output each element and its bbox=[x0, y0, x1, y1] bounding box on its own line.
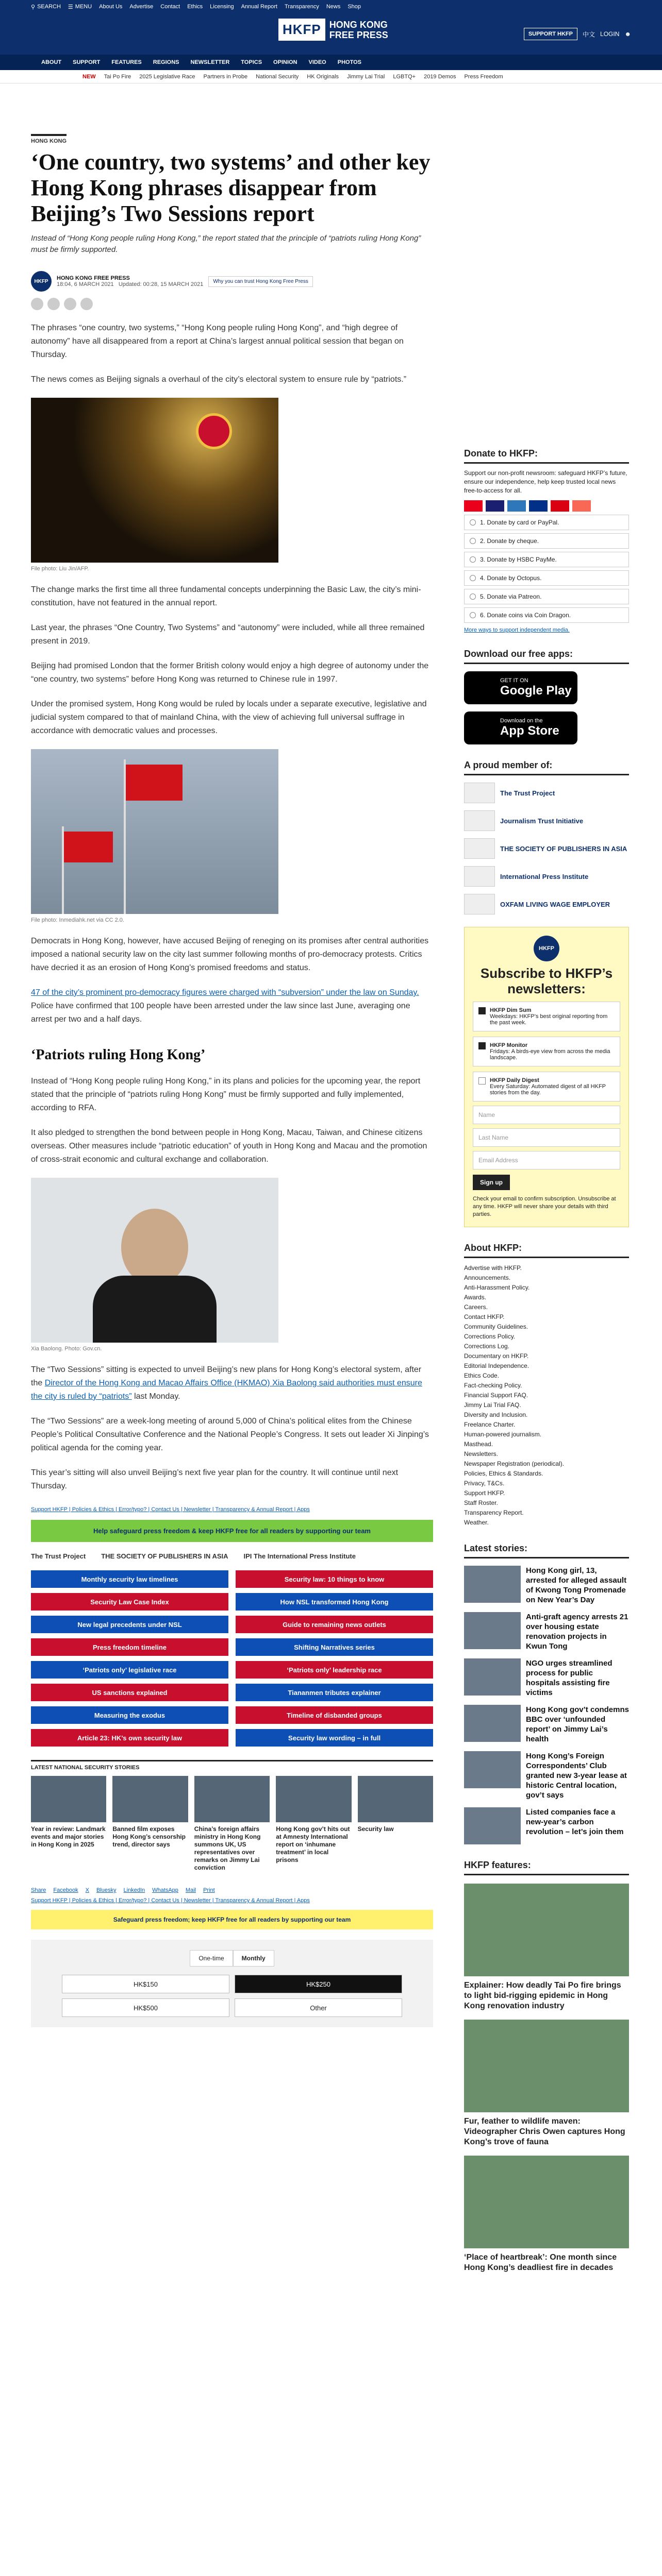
story-title[interactable]: Hong Kong gov’t condemns BBC over ‘unfounded report’ on Jimmy Lai’s health bbox=[526, 1705, 629, 1743]
about-link[interactable]: Corrections Policy. bbox=[464, 1333, 516, 1340]
footer-links[interactable]: Support HKFP | Policies & Ethics | Error/typo? | Contact Us | Newsletter | Transparency & Annual Report | Apps bbox=[31, 1506, 310, 1513]
logo-text: HONG KONG FREE PRESS bbox=[329, 19, 388, 40]
about-link[interactable]: Support HKFP. bbox=[464, 1489, 505, 1497]
tab-one-time[interactable]: One-time bbox=[190, 1950, 233, 1967]
story-title[interactable]: Security law bbox=[357, 1825, 394, 1833]
story-thumbnail[interactable] bbox=[464, 1807, 521, 1844]
share-linkedin[interactable]: LinkedIn bbox=[123, 1887, 145, 1893]
topbar-link[interactable]: Shop bbox=[347, 4, 361, 10]
latest-story[interactable] bbox=[464, 1658, 629, 1698]
story-title[interactable]: Hong Kong’s Foreign Correspondents’ Club granted new 3-year lease at historic Central location, gov’t says bbox=[526, 1752, 627, 1800]
menu-link[interactable]: ☰ MENU bbox=[68, 4, 92, 10]
member-logo[interactable]: OXFAM LIVING WAGE EMPLOYER bbox=[464, 894, 629, 914]
share-facebook[interactable]: Facebook bbox=[53, 1887, 78, 1893]
app-store-button[interactable]: Download on the App Store bbox=[464, 711, 577, 744]
story-title[interactable]: Hong Kong girl, 13, arrested for alleged assault of Kwong Tong Promenade on New Year’s Day bbox=[526, 1566, 627, 1604]
story-title[interactable]: Anti-graft agency arrests 21 over housing estate renovation projects in Kwun Tong bbox=[526, 1613, 628, 1651]
paragraph: Last year, the phrases “One Country, Two Systems” and “autonomy” were included, while all three remained present in 2019. bbox=[31, 623, 425, 646]
article bbox=[31, 134, 433, 2027]
newsletter-option[interactable]: HKFP Monitor Fridays: A birds-eye view from across the media landscape. bbox=[473, 1037, 620, 1066]
member-logo[interactable]: International Press Institute bbox=[464, 866, 629, 887]
latest-story[interactable] bbox=[464, 1612, 629, 1651]
share-x[interactable]: X bbox=[85, 1887, 90, 1893]
latest-story[interactable] bbox=[464, 1751, 629, 1800]
explainer-button[interactable]: Security law: 10 things to know bbox=[236, 1570, 433, 1588]
feature-thumbnail[interactable] bbox=[464, 1884, 629, 1976]
explainer-button[interactable]: New legal precedents under NSL bbox=[31, 1616, 228, 1633]
newsletter-option[interactable]: HKFP Dim Sum Weekdays: HKFP’s best original reporting from the past week. bbox=[473, 1002, 620, 1031]
about-link[interactable]: Diversity and Inclusion. bbox=[464, 1411, 528, 1418]
trending-link[interactable]: HK Originals bbox=[307, 73, 339, 80]
explainer-button[interactable]: Article 23: HK’s own security law bbox=[31, 1729, 228, 1747]
story-title[interactable]: Year in review: Landmark events and major stories in Hong Kong in 2025 bbox=[31, 1825, 106, 1848]
partner-logo[interactable]: THE SOCIETY OF PUBLISHERS IN ASIA bbox=[101, 1552, 228, 1560]
amount-options bbox=[62, 1975, 402, 2017]
feature-title[interactable]: Explainer: How deadly Tai Po fire brings to light bid-rigging epidemic in Hong Kong renovation industry bbox=[464, 1981, 621, 2010]
mail-icon[interactable] bbox=[80, 298, 93, 310]
explainer-button[interactable]: Guide to remaining news outlets bbox=[236, 1616, 433, 1633]
inline-link[interactable]: 47 of the city’s prominent pro-democracy figures were charged with “subversion” under the law on Sunday. bbox=[31, 988, 419, 997]
photo-caption: File photo: Inmediahk.net via CC 2.0. bbox=[31, 917, 124, 923]
topbar-link[interactable]: Ethics bbox=[187, 4, 203, 10]
about-link[interactable]: Jimmy Lai Trial FAQ. bbox=[464, 1401, 521, 1409]
explainer-button[interactable]: Measuring the exodus bbox=[31, 1706, 228, 1724]
about-link[interactable]: Careers. bbox=[464, 1303, 488, 1311]
explainer-button[interactable]: Monthly security law timelines bbox=[31, 1570, 228, 1588]
explainer-button[interactable]: ‘Patriots only’ legislative race bbox=[31, 1661, 228, 1679]
about-link[interactable]: Privacy, T&Cs. bbox=[464, 1480, 505, 1487]
photo-great-hall bbox=[31, 398, 278, 563]
feature-story[interactable] bbox=[464, 2020, 629, 2147]
support-banner-yellow[interactable]: Safeguard press freedom; keep HKFP free for all readers by supporting our team bbox=[31, 1910, 433, 1929]
about-link[interactable]: Contact HKFP. bbox=[464, 1313, 505, 1320]
payme-icon bbox=[551, 500, 569, 512]
nav-item[interactable]: PHOTOS bbox=[337, 59, 361, 65]
author-avatar: HKFP bbox=[31, 271, 52, 292]
about-link[interactable]: Transparency Report. bbox=[464, 1509, 524, 1516]
checkbox[interactable] bbox=[478, 1077, 486, 1084]
photo-caption: Xia Baolong. Photo: Gov.cn. bbox=[31, 1346, 102, 1352]
latest-stories bbox=[464, 1566, 629, 1844]
paragraph: It also pledged to strengthen the bond between people in Hong Kong, Macau, Taiwan, and Chinese citizens overseas. Other measures include “patriotic education” of youth in Hong Kong and Macau and the promotion of cross-strait economic and cultural exchange and collaboration. bbox=[31, 1128, 427, 1164]
paragraph: This year’s sitting will also unveil Beijing’s next five year plan for the country. It will continue until next Thursday. bbox=[31, 1468, 399, 1490]
share-bluesky[interactable]: Bluesky bbox=[96, 1887, 117, 1893]
donate-option[interactable]: 2. Donate by cheque. bbox=[464, 533, 629, 549]
latest-story[interactable] bbox=[464, 1807, 629, 1844]
photo-flags bbox=[31, 749, 278, 914]
newsletter-note: Check your email to confirm subscription. Unsubscribe at any time. HKFP will never share your details with third parties. bbox=[473, 1196, 616, 1217]
google-play-button[interactable]: GET IT ON Google Play bbox=[464, 671, 577, 704]
payment-icons bbox=[464, 500, 629, 512]
about-link[interactable]: Masthead. bbox=[464, 1440, 493, 1448]
explainer-button[interactable]: Security law wording – in full bbox=[236, 1729, 433, 1747]
trending-link[interactable]: 2019 Demos bbox=[424, 73, 456, 80]
story-title[interactable]: China’s foreign affairs ministry in Hong Kong summons UK, US representatives over remarks on Jimmy Lai conviction bbox=[194, 1825, 261, 1871]
topbar-link[interactable]: Annual Report bbox=[241, 4, 277, 10]
hkfp-badge: HKFP bbox=[534, 936, 559, 961]
photo-xia-baolong bbox=[31, 1178, 278, 1343]
more-ways-link[interactable]: More ways to support independent media. bbox=[464, 627, 570, 633]
donate-option[interactable]: 4. Donate by Octopus. bbox=[464, 570, 629, 586]
features-heading: HKFP features: bbox=[464, 1860, 629, 1875]
new-badge: NEW bbox=[82, 73, 96, 80]
explainer-button[interactable]: US sanctions explained bbox=[31, 1684, 228, 1701]
donate-option[interactable]: 3. Donate by HSBC PayMe. bbox=[464, 552, 629, 567]
share-links bbox=[31, 1887, 433, 1893]
mastercard-icon bbox=[464, 500, 483, 512]
about-link[interactable]: Anti-Harassment Policy. bbox=[464, 1284, 530, 1291]
trending-bar bbox=[0, 70, 662, 83]
support-button[interactable]: SUPPORT HKFP bbox=[524, 28, 577, 40]
about-link[interactable]: Freelance Charter. bbox=[464, 1421, 516, 1428]
story-title[interactable]: Hong Kong gov’t hits out at Amnesty International report on ‘inhumane treatment’ in local prisons bbox=[276, 1825, 350, 1863]
topbar-link[interactable]: About Us bbox=[99, 4, 123, 10]
natsec-story[interactable] bbox=[194, 1776, 270, 1872]
paragraph: Instead of “Hong Kong people ruling Hong Kong,” in its plans and policies for the upcoming year, the report stated that the principle of “patriots ruling Hong Kong” must be firmly supported and fully implemented, according to RFA. bbox=[31, 1077, 421, 1112]
nav-item[interactable]: REGIONS bbox=[153, 59, 179, 65]
section-heading: ‘Patriots ruling Hong Kong’ bbox=[31, 1047, 206, 1063]
paragraph: The “Two Sessions” are a week-long meeting of around 5,000 of China’s political elites from the Chinese People’s Political Consultative Conference and the National People’s Congress. It sets out leader Xi Jinping’s political agenda for the coming year. bbox=[31, 1417, 429, 1452]
emblem-icon bbox=[196, 413, 232, 449]
about-links bbox=[464, 1263, 629, 1528]
donate-option[interactable]: 5. Donate via Patreon. bbox=[464, 589, 629, 604]
paragraph: The “Two Sessions” sitting is expected to unveil Beijing’s new plans for Hong Kong’s electoral system, after the Director of the Hong Kong and Macao Affairs Office (HKMAO) Xia Baolong said authorities must ensure the city is ruled by “patriots” last Monday. bbox=[31, 1365, 422, 1401]
feature-title[interactable]: Fur, feather to wildlife maven: Videographer Chris Owen captures Hong Kong’s trove of fauna bbox=[464, 2117, 625, 2146]
hamburger-icon: ☰ bbox=[68, 4, 73, 10]
amount-option[interactable]: HK$500 bbox=[62, 1998, 229, 2017]
story-thumbnail[interactable] bbox=[31, 1776, 106, 1822]
story-thumbnail[interactable] bbox=[464, 1566, 521, 1603]
nav-item[interactable]: NEWSLETTER bbox=[190, 59, 230, 65]
checkbox[interactable] bbox=[478, 1007, 486, 1014]
feature-story[interactable] bbox=[464, 2156, 629, 2273]
member-logo[interactable]: Journalism Trust Initiative bbox=[464, 810, 629, 831]
explainer-button[interactable]: Shifting Narratives series bbox=[236, 1638, 433, 1656]
topbar-link[interactable]: Contact bbox=[160, 4, 180, 10]
paragraph: The change marks the first time all three fundamental concepts underpinning the Basic Law, the city’s mini-constitution, have not featured in the annual report. bbox=[31, 585, 421, 607]
feature-title[interactable]: ‘Place of heartbreak’: One month since Hong Kong’s deadliest fire in decades bbox=[464, 2253, 617, 2272]
updated-date: Updated: 00:28, 15 MARCH 2021 bbox=[118, 281, 204, 287]
feature-story[interactable] bbox=[464, 1884, 629, 2011]
logo-box: HKFP bbox=[278, 19, 325, 41]
explainer-button[interactable]: Security Law Case Index bbox=[31, 1593, 228, 1611]
donate-option[interactable]: 6. Donate coins via Coin Dragon. bbox=[464, 607, 629, 623]
share-label: Share bbox=[31, 1887, 46, 1893]
story-thumbnail[interactable] bbox=[194, 1776, 270, 1822]
natsec-story[interactable] bbox=[31, 1776, 106, 1872]
whatsapp-icon[interactable] bbox=[64, 298, 76, 310]
nav-item[interactable]: OPINION bbox=[273, 59, 297, 65]
byline-text bbox=[57, 275, 203, 287]
checkbox[interactable] bbox=[478, 1042, 486, 1049]
share-icons bbox=[31, 298, 433, 310]
figure bbox=[31, 749, 433, 923]
natsec-stories bbox=[31, 1776, 433, 1872]
amount-option[interactable]: HK$150 bbox=[62, 1975, 229, 1993]
story-thumbnail[interactable] bbox=[276, 1776, 351, 1822]
trending-link[interactable]: 2025 Legislative Race bbox=[139, 73, 195, 80]
article-standfirst: Instead of “Hong Kong people ruling Hong Kong,” the report stated that the principle of “patriots ruling Hong Kong” must be firmly supported. bbox=[31, 234, 421, 254]
about-heading: About HKFP: bbox=[464, 1243, 629, 1258]
natsec-story[interactable] bbox=[112, 1776, 188, 1872]
nav-item[interactable]: TOPICS bbox=[241, 59, 262, 65]
figure bbox=[31, 1178, 433, 1352]
about-link[interactable]: Awards. bbox=[464, 1294, 487, 1301]
sidebar bbox=[464, 448, 629, 2273]
newsletter-box bbox=[464, 927, 629, 1227]
feature-stories bbox=[464, 1884, 629, 2273]
trust-link[interactable]: Why you can trust Hong Kong Free Press bbox=[208, 276, 313, 287]
article-category[interactable]: HONG KONG bbox=[31, 134, 67, 144]
about-link[interactable]: Weather. bbox=[464, 1519, 489, 1526]
about-link[interactable]: Financial Support FAQ. bbox=[464, 1392, 528, 1399]
trending-link[interactable]: National Security bbox=[256, 73, 299, 80]
explainer-buttons bbox=[31, 1570, 433, 1747]
about-link[interactable]: Policies, Ethics & Standards. bbox=[464, 1470, 543, 1477]
paragraph: The news comes as Beijing signals a overhaul of the city’s electoral system to ensure rule by “patriots.” bbox=[31, 375, 407, 384]
masthead bbox=[0, 13, 662, 55]
nav-item[interactable]: VIDEO bbox=[308, 59, 326, 65]
story-title[interactable]: Banned film exposes Hong Kong’s censorship trend, director says bbox=[112, 1825, 186, 1848]
paragraph: Democrats in Hong Kong, however, have accused Beijing of reneging on its promises after central authorities imposed a national security law on the city last summer following months of pro-democracy protests. Critics have decried it as an erosion of Hong Kong’s promised freedoms and status. bbox=[31, 937, 429, 972]
trending-link[interactable]: Press Freedom bbox=[464, 73, 503, 80]
top-utility-bar bbox=[0, 0, 662, 13]
story-thumbnail[interactable] bbox=[464, 1705, 521, 1742]
search-link[interactable]: ⚲ SEARCH bbox=[31, 4, 61, 10]
explainer-button[interactable]: ‘Patriots only’ leadership race bbox=[236, 1661, 433, 1679]
signup-button[interactable]: Sign up bbox=[473, 1175, 510, 1190]
frequency-tabs bbox=[41, 1950, 423, 1967]
donate-widget bbox=[31, 1940, 433, 2027]
nav-item[interactable]: FEATURES bbox=[111, 59, 142, 65]
about-link[interactable]: Newsletters. bbox=[464, 1450, 499, 1458]
latest-story[interactable] bbox=[464, 1566, 629, 1605]
tab-monthly[interactable]: Monthly bbox=[233, 1950, 274, 1967]
explainer-button[interactable]: How NSL transformed Hong Kong bbox=[236, 1593, 433, 1611]
byline bbox=[31, 271, 433, 292]
partner-logos bbox=[31, 1552, 433, 1560]
story-thumbnail[interactable] bbox=[464, 1751, 521, 1788]
login-link[interactable]: LOGIN bbox=[600, 30, 620, 38]
about-link[interactable]: Announcements. bbox=[464, 1274, 511, 1281]
site-logo[interactable] bbox=[278, 19, 388, 41]
topbar-link[interactable]: Advertise bbox=[129, 4, 154, 10]
newsletter-heading: Subscribe to HKFP’s newsletters: bbox=[480, 965, 613, 996]
patreon-icon bbox=[572, 500, 591, 512]
partner-logo[interactable]: The Trust Project bbox=[31, 1552, 86, 1560]
figure bbox=[31, 398, 433, 572]
support-banner[interactable]: Help safeguard press freedom & keep HKFP free for all readers by supporting our team bbox=[31, 1520, 433, 1542]
main-nav bbox=[0, 55, 662, 70]
email-field[interactable]: Email Address bbox=[473, 1151, 620, 1170]
about-link[interactable]: Fact-checking Policy. bbox=[464, 1382, 522, 1389]
newsletter-option[interactable]: HKFP Daily Digest Every Saturday: Automated digest of all HKFP stories from the day. bbox=[473, 1072, 620, 1101]
publish-date: 18:04, 6 MARCH 2021 bbox=[57, 281, 114, 287]
feature-thumbnail[interactable] bbox=[464, 2156, 629, 2248]
paragraph: 47 of the city’s prominent pro-democracy figures were charged with “subversion” under the law on Sunday. Police have confirmed that 100 people have been arrested under the law since last June, averaging one arrest per two and a half days. bbox=[31, 988, 419, 1024]
about-link[interactable]: Staff Roster. bbox=[464, 1499, 498, 1506]
latest-story[interactable] bbox=[464, 1705, 629, 1744]
about-link[interactable]: Corrections Log. bbox=[464, 1343, 510, 1350]
amount-option[interactable]: HK$250 bbox=[235, 1975, 402, 1993]
amex-icon bbox=[507, 500, 526, 512]
share-print[interactable]: Print bbox=[203, 1887, 215, 1893]
facebook-icon[interactable] bbox=[31, 298, 43, 310]
about-link[interactable]: Human-powered journalism. bbox=[464, 1431, 542, 1438]
latest-heading: Latest stories: bbox=[464, 1543, 629, 1558]
trending-link[interactable]: Jimmy Lai Trial bbox=[347, 73, 385, 80]
member-heading: A proud member of: bbox=[464, 760, 629, 775]
member-logo[interactable]: THE SOCIETY OF PUBLISHERS IN ASIA bbox=[464, 838, 629, 859]
nav-item[interactable]: ABOUT bbox=[41, 59, 62, 65]
trending-link[interactable]: Tai Po Fire bbox=[104, 73, 131, 80]
visa-icon bbox=[486, 500, 504, 512]
topbar-link[interactable]: Transparency bbox=[284, 4, 319, 10]
story-thumbnail[interactable] bbox=[464, 1612, 521, 1649]
trending-link[interactable]: LGBTQ+ bbox=[393, 73, 416, 80]
about-link[interactable]: Ethics Code. bbox=[464, 1372, 500, 1379]
natsec-heading: LATEST NATIONAL SECURITY STORIES bbox=[31, 1760, 433, 1771]
story-title[interactable]: Listed companies face a new-year’s carbon revolution – let’s join them bbox=[526, 1808, 624, 1836]
inline-link[interactable]: Director of the Hong Kong and Macao Affairs Office (HKMAO) Xia Baolong said authorities must ensure the city is ruled by “patriots” bbox=[31, 1379, 422, 1401]
donate-heading: Donate to HKFP: bbox=[464, 448, 629, 464]
x-icon[interactable] bbox=[47, 298, 60, 310]
natsec-story[interactable] bbox=[358, 1776, 433, 1872]
apps-heading: Download our free apps: bbox=[464, 649, 629, 664]
paragraph: Beijing had promised London that the former British colony would enjoy a high degree of autonomy under the “one country, two systems” before Hong Kong was returned to Chinese rule in 1997. bbox=[31, 662, 429, 684]
topbar-link[interactable]: Licensing bbox=[210, 4, 234, 10]
story-thumbnail[interactable] bbox=[112, 1776, 188, 1822]
about-link[interactable]: Community Guidelines. bbox=[464, 1323, 528, 1330]
donate-intro: Support our non-profit newsroom: safeguard HKFP’s future, ensure our independence, help keep trusted local news free-to-access for all. bbox=[464, 469, 627, 494]
explainer-button[interactable]: Timeline of disbanded groups bbox=[236, 1706, 433, 1724]
donate-option[interactable]: 1. Donate by card or PayPal. bbox=[464, 515, 629, 530]
share-mail[interactable]: Mail bbox=[185, 1887, 196, 1893]
paragraph: Under the promised system, Hong Kong would be ruled by locals under a separate executive, legislative and judicial system compared to that of mainland China, with the view of achieving full universal suffrage in accordance with democratic values and processes. bbox=[31, 700, 427, 735]
author-name[interactable]: HONG KONG FREE PRESS bbox=[57, 275, 130, 281]
about-link[interactable]: Newspaper Registration (periodical). bbox=[464, 1460, 565, 1467]
member-logo[interactable]: The Trust Project bbox=[464, 783, 629, 803]
china-flag-icon bbox=[126, 765, 183, 801]
share-whatsapp[interactable]: WhatsApp bbox=[152, 1887, 178, 1893]
hk-flag-icon bbox=[64, 832, 113, 862]
last-name-field[interactable]: Last Name bbox=[473, 1128, 620, 1147]
explainer-button[interactable]: Press freedom timeline bbox=[31, 1638, 228, 1656]
feature-thumbnail[interactable] bbox=[464, 2020, 629, 2112]
footer-links[interactable]: Support HKFP | Policies & Ethics | Error/typo? | Contact Us | Newsletter | Transparency & Annual Report | Apps bbox=[31, 1897, 310, 1904]
paypal-icon bbox=[529, 500, 548, 512]
language-link[interactable]: 中文 bbox=[583, 30, 595, 38]
paragraph: The phrases “one country, two systems,” “Hong Kong people ruling Hong Kong”, and “high degree of autonomy” have all disappeared from a report at China’s largest annual political session that began on Thursday. bbox=[31, 324, 404, 359]
amount-option[interactable]: Other bbox=[235, 1998, 402, 2017]
story-title[interactable]: NGO urges streamlined process for public hospitals assisting fire victims bbox=[526, 1659, 613, 1697]
about-link[interactable]: Advertise with HKFP. bbox=[464, 1264, 522, 1272]
about-link[interactable]: Editorial Independence. bbox=[464, 1362, 529, 1369]
name-field[interactable]: Name bbox=[473, 1106, 620, 1124]
topbar-link[interactable]: News bbox=[326, 4, 341, 10]
story-thumbnail[interactable] bbox=[358, 1776, 433, 1822]
explainer-button[interactable]: Tiananmen tributes explainer bbox=[236, 1684, 433, 1701]
donate-options bbox=[464, 515, 629, 623]
photo-caption: File photo: Liu Jin/AFP. bbox=[31, 566, 89, 572]
masthead-actions bbox=[524, 28, 631, 40]
story-thumbnail[interactable] bbox=[464, 1658, 521, 1696]
natsec-story[interactable] bbox=[276, 1776, 351, 1872]
about-link[interactable]: Documentary on HKFP. bbox=[464, 1352, 529, 1360]
partner-logo[interactable]: IPI The International Press Institute bbox=[243, 1552, 356, 1560]
trending-link[interactable]: Partners in Probe bbox=[203, 73, 248, 80]
nav-item[interactable]: SUPPORT bbox=[73, 59, 101, 65]
article-title: ‘One country, two systems’ and other key Hong Kong phrases disappear from Beijing’s Two Sessions report bbox=[31, 149, 431, 226]
search-icon: ⚲ bbox=[31, 4, 36, 10]
user-icon[interactable]: ☻ bbox=[624, 30, 631, 38]
